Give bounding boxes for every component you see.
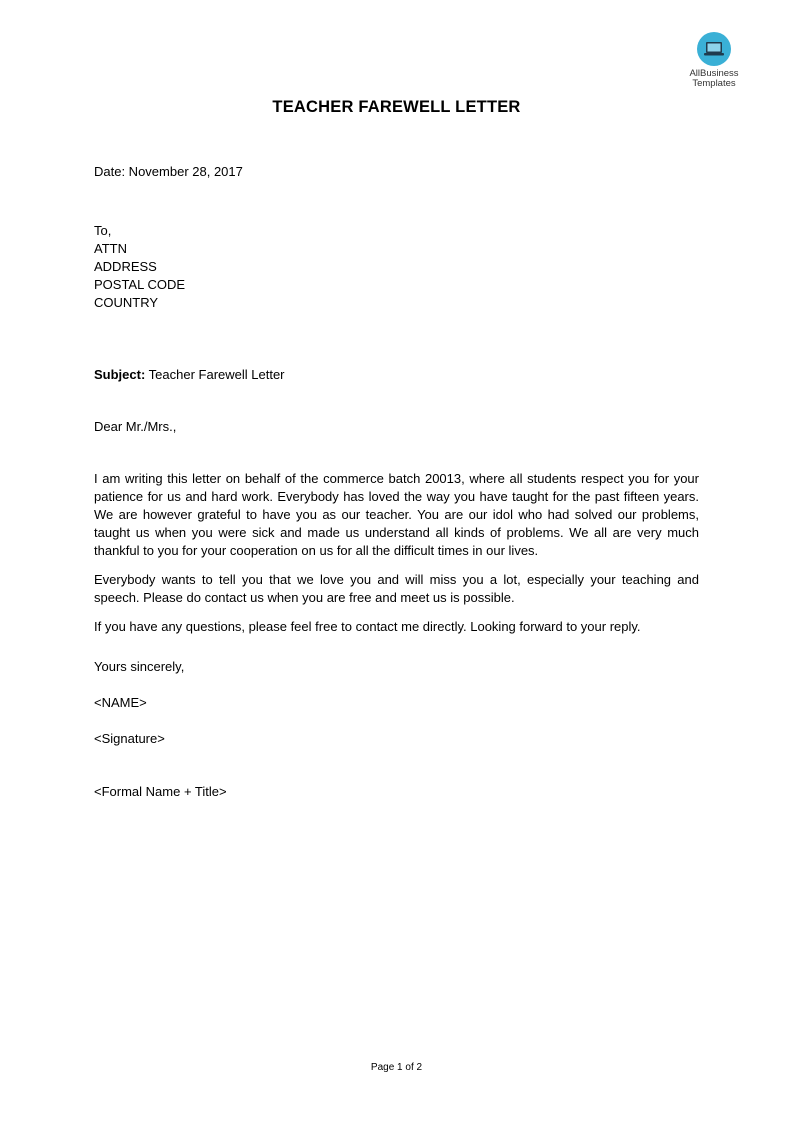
address-line: COUNTRY: [94, 295, 159, 310]
signature-placeholder: <Signature>: [94, 731, 165, 746]
document-title: TEACHER FAREWELL LETTER: [272, 98, 521, 116]
logo-line-1: AllBusiness: [689, 68, 739, 79]
logo-text: [676, 69, 752, 89]
sender-name: <NAME>: [94, 695, 147, 710]
allbusiness-logo: [676, 32, 752, 89]
letter-date: Date: November 28, 2017: [94, 164, 243, 179]
subject-label: Subject:: [94, 367, 146, 382]
page-number: Page 1 of 2: [370, 1062, 423, 1073]
address-line: To,: [94, 223, 112, 238]
address-line: ADDRESS: [94, 259, 157, 274]
laptop-icon: [697, 32, 731, 66]
subject-line: [94, 366, 699, 384]
letter-body: [94, 470, 699, 647]
formal-name-title: <Formal Name + Title>: [94, 784, 227, 799]
recipient-address: [94, 222, 699, 312]
address-line: ATTN: [94, 241, 127, 256]
subject-value: Teacher Farewell Letter: [145, 367, 285, 382]
address-line: POSTAL CODE: [94, 277, 186, 292]
closing-block: [94, 658, 699, 801]
body-paragraph: If you have any questions, please feel free to contact me directly. Looking forward to your reply.: [94, 619, 641, 634]
greeting: Dear Mr./Mrs.,: [94, 419, 177, 434]
logo-line-2: Templates: [692, 78, 736, 89]
closing-text: Yours sincerely,: [94, 659, 185, 674]
body-paragraph: I am writing this letter on behalf of the commerce batch 20013, where all students respect you for your patience for us and hard work. Everybody has loved the way you have taught for the past fifteen years. We are however grateful to have you as our teacher. You are our idol who had solved our problems, taught us when you were sick and made us understand all kinds of problems. We all are very much thankful to you for your cooperation on us for all the difficult times in our lives.: [94, 471, 699, 558]
body-paragraph: Everybody wants to tell you that we love you and will miss you a lot, especially your teaching and speech. Please do contact us when you are free and meet us is possible.: [94, 572, 699, 605]
